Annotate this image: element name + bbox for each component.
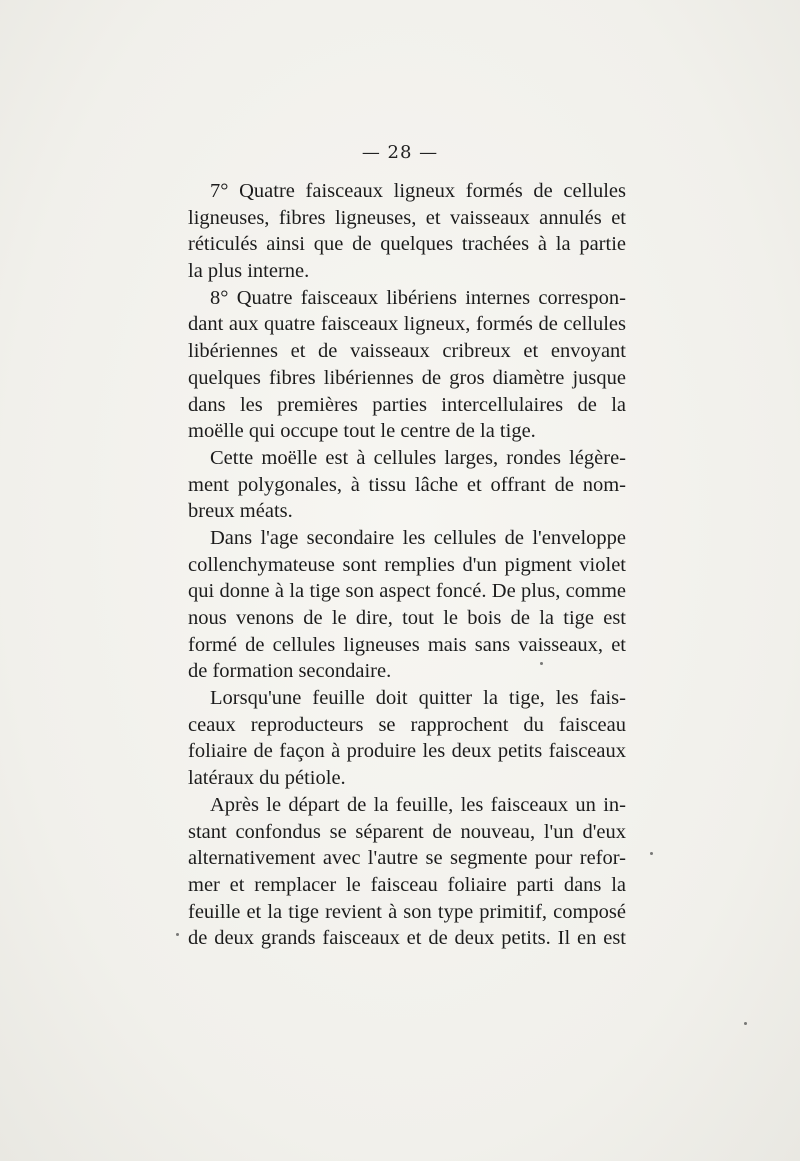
scan-speck: [176, 933, 179, 936]
scan-speck: [650, 852, 653, 855]
text-line: quelques fibres libériennes de gros diamètre jusque: [188, 366, 626, 389]
text-line: feuille et la tige revient à son type primitif, composé: [188, 900, 626, 923]
paragraph: [188, 178, 626, 285]
text-line: dans les premières parties intercellulaires de la: [188, 393, 626, 416]
text-line: Cette moëlle est à cellules larges, rondes légère-: [210, 446, 626, 469]
text-line: moëlle qui occupe tout le centre de la tige.: [188, 420, 536, 443]
text-line: breux méats.: [188, 500, 293, 523]
body-text: [188, 178, 626, 952]
page-number: — 28 —: [361, 142, 439, 163]
text-line: Dans l'age secondaire les cellules de l'enveloppe: [210, 526, 626, 549]
text-line: Après le départ de la feuille, les faisceaux un in-: [210, 793, 626, 816]
text-line: nous venons de le dire, tout le bois de la tige est: [188, 607, 626, 629]
scan-speck: [540, 662, 543, 665]
scan-speck: [744, 1022, 747, 1025]
paragraph: [188, 445, 626, 525]
text-line: latéraux du pétiole.: [188, 767, 346, 790]
text-line: Lorsqu'une feuille doit quitter la tige, les fais-: [210, 687, 626, 710]
paragraph: [188, 525, 626, 685]
text-line: ceaux reproducteurs se rapprochent du faisceau: [188, 713, 626, 736]
paragraph: [188, 285, 626, 445]
text-line: dant aux quatre faisceaux ligneux, formés de cellules: [188, 313, 626, 336]
text-line: mer et remplacer le faisceau foliaire parti dans la: [188, 873, 626, 896]
text-line: foliaire de façon à produire les deux petits faisceaux: [188, 740, 626, 763]
text-line: la plus interne.: [188, 260, 310, 283]
text-line: alternativement avec l'autre se segmente pour refor-: [188, 847, 626, 870]
text-line: libériennes et de vaisseaux cribreux et envoyant: [188, 340, 626, 363]
text-line: de deux grands faisceaux et de deux petits. Il en est: [188, 927, 626, 950]
text-line: collenchymateuse sont remplies d'un pigment violet: [188, 553, 626, 576]
text-line: 8° Quatre faisceaux libériens internes correspon-: [210, 286, 626, 309]
text-line: qui donne à la tige son aspect foncé. De plus, comme: [188, 580, 626, 603]
paragraph: [188, 792, 626, 952]
text-line: réticulés ainsi que de quelques trachées à la partie: [188, 233, 626, 256]
text-line: ment polygonales, à tissu lâche et offrant de nom-: [188, 473, 626, 496]
text-line: ligneuses, fibres ligneuses, et vaisseaux annulés et: [188, 206, 626, 229]
text-line: 7° Quatre faisceaux ligneux formés de cellules: [210, 180, 626, 202]
text-line: stant confondus se séparent de nouveau, l'un d'eux: [188, 820, 626, 843]
paragraph: [188, 685, 626, 792]
text-line: formé de cellules ligneuses mais sans vaisseaux, et: [188, 633, 626, 656]
text-line: de formation secondaire.: [188, 660, 392, 683]
